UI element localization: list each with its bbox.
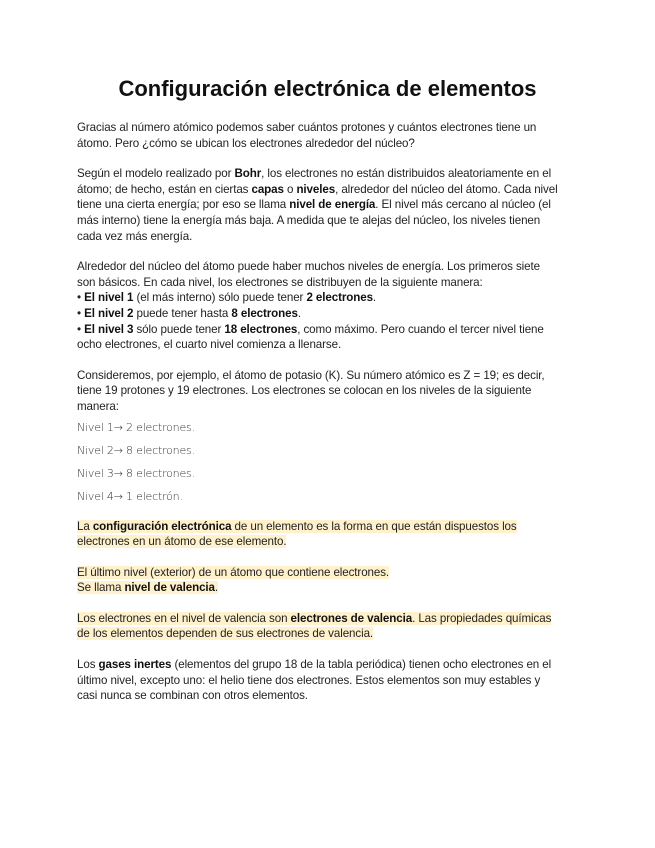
highlight-nivel-valencia <box>77 565 582 596</box>
text-line: Se llama nivel de valencia. <box>77 581 219 595</box>
text-line: casi nunca se combinan con otros elementos. <box>77 689 308 703</box>
text-line: más interno) tiene la energía más baja. A medida que te alejas del núcleo, los niveles tienen <box>77 213 541 227</box>
nivel-item: Nivel 1→ 2 electrones. <box>77 420 195 434</box>
document-body <box>77 120 582 704</box>
nivel-item: Nivel 4→ 1 electrón. <box>77 489 183 503</box>
term-capas: capas <box>251 182 284 196</box>
bullet: • <box>77 306 81 320</box>
paragraph-gases-inertes <box>77 657 582 704</box>
text-line: manera: <box>77 399 119 413</box>
term-gases-inertes: gases inertes <box>98 658 172 672</box>
text-line: Gracias al número atómico podemos saber cuántos protones y cuántos electrones tiene un <box>77 121 537 134</box>
text-line: Los gases inertes (elementos del grupo 18 de la tabla periódica) tienen ocho electrones en el <box>77 658 552 672</box>
paragraph-bohr <box>77 166 582 244</box>
term-nivel-energia: nivel de energía <box>289 198 376 212</box>
text-line: electrones en un átomo de ese elemento. <box>77 535 287 549</box>
bullet: • <box>77 322 81 336</box>
paragraph-intro <box>77 120 582 151</box>
bullet-item: • El nivel 2 puede tener hasta 8 electrones. <box>77 306 301 320</box>
text-line: Consideremos, por ejemplo, el átomo de potasio (K). Su número atómico es Z = 19; es decir, <box>77 368 545 382</box>
nivel-item: Nivel 3→ 8 electrones. <box>77 466 195 480</box>
bullet-item: • El nivel 1 (el más interno) sólo puede tener 2 electrones. <box>77 291 377 305</box>
text-line: átomo. Pero ¿cómo se ubican los electrones alrededor del núcleo? <box>77 136 415 150</box>
highlight-configuracion <box>77 519 582 550</box>
highlight-electrones-valencia <box>77 611 582 642</box>
text-line: átomo; de hecho, están en ciertas capas o niveles, alrededor del núcleo del átomo. Cada nivel <box>77 182 558 196</box>
term-bohr: Bohr <box>234 167 262 181</box>
term-niveles: niveles <box>296 182 336 196</box>
text-line: Los electrones en el nivel de valencia son electrones de valencia. Las propiedades químicas <box>77 611 552 625</box>
text-line: último nivel, excepto uno: el helio tiene dos electrones. Estos elementos son muy estables y <box>77 673 541 687</box>
text-line: son básicos. En cada nivel, los electrones se distribuyen de la siguiente manera: <box>77 275 483 289</box>
text-line: El último nivel (exterior) de un átomo que contiene electrones. <box>77 565 390 579</box>
paragraph-potasio <box>77 368 582 415</box>
nivel-item: Nivel 2→ 8 electrones. <box>77 443 195 457</box>
text-line: tiene una cierta energía; por eso se llama nivel de energía. El nivel más cercano al núcleo (el <box>77 198 551 212</box>
nivel-list <box>77 416 582 508</box>
text-line: cada vez más energía. <box>77 229 193 243</box>
text-line: ocho electrones, el cuarto nivel comienza a llenarse. <box>77 338 342 352</box>
text-line: tiene 19 protones y 19 electrones. Los electrones se colocan en los niveles de la siguiente <box>77 384 532 398</box>
bullet-item: • El nivel 3 sólo puede tener 18 electrones, como máximo. Pero cuando el tercer nivel tiene <box>77 322 544 336</box>
text-line: Según el modelo realizado por Bohr, los electrones no están distribuidos aleatoriamente en el <box>77 167 552 181</box>
text-line: Alrededor del núcleo del átomo puede haber muchos niveles de energía. Los primeros siete <box>77 260 540 274</box>
bullet: • <box>77 291 81 305</box>
text-line: de los elementos dependen de sus electrones de valencia. <box>77 627 374 641</box>
text-line: La configuración electrónica de un elemento es la forma en que están dispuestos los <box>77 519 517 533</box>
paragraph-niveles <box>77 259 582 353</box>
page-title: Configuración electrónica de elementos <box>118 76 537 101</box>
